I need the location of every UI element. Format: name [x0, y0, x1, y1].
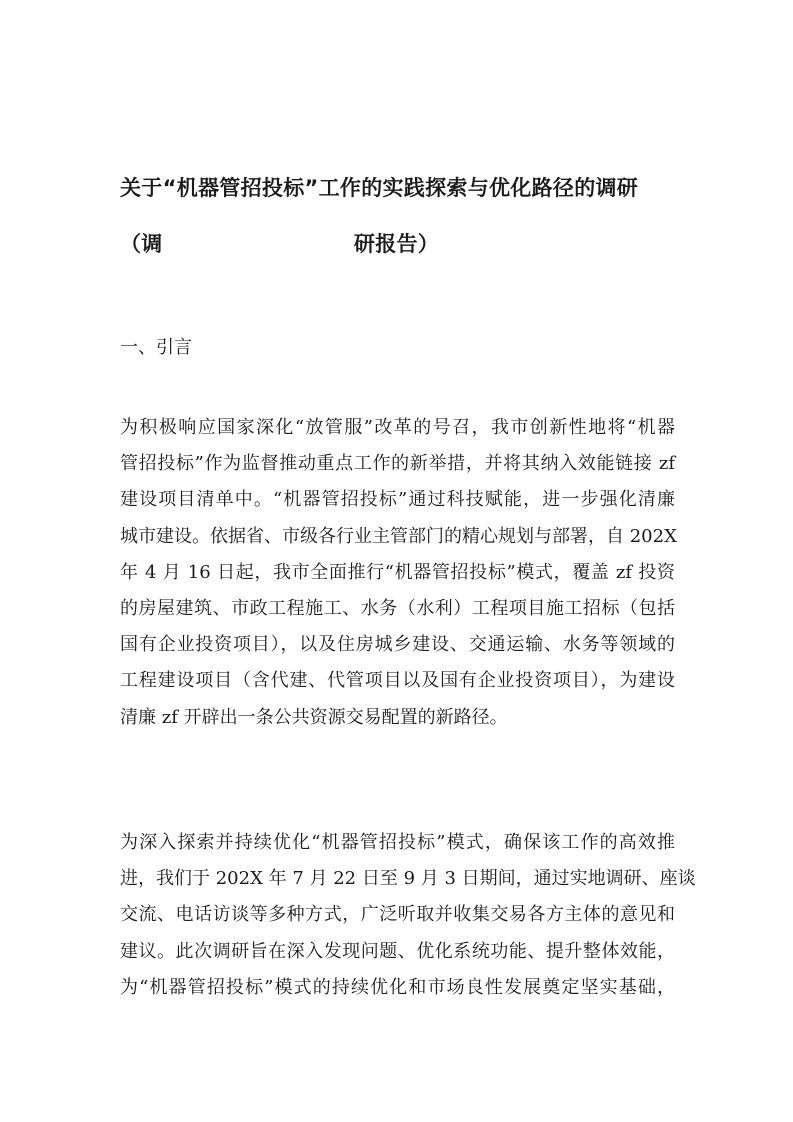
- paragraph-line: 建设项目清单中。“机器管招投标”通过科技赋能，进一步强化清廉: [120, 489, 675, 511]
- paragraph-line: 国有企业投资项目），以及住房城乡建设、交通运输、水务等领域的: [120, 634, 675, 656]
- document-title-line-1: 关于“机器管招投标”工作的实践探索与优化路径的调研（调: [120, 176, 639, 256]
- paragraph-line: 为深入探索并持续优化“机器管招投标”模式，确保该工作的高效推: [120, 832, 675, 853]
- paragraph-line: 进，我们于 202X 年 7 月 22 日至 9 月 3 日期间，通过实地调研、座谈: [120, 868, 696, 890]
- paragraph-line: 城市建设。依据省、市级各行业主管部门的精心规划与部署，自 202X: [120, 525, 677, 547]
- paragraph-line: 工程建设项目（含代建、代管项目以及国有企业投资项目），为建设: [120, 670, 675, 692]
- paragraph-line: 建议。此次调研旨在深入发现问题、优化系统功能、提升整体效能，: [120, 940, 675, 962]
- section-heading-introduction: 一、引言: [120, 337, 192, 358]
- paragraph-2: [120, 825, 696, 1006]
- paragraph-line: 交流、电话访谈等多种方式，广泛听取并收集交易各方主体的意见和: [120, 904, 675, 926]
- paragraph-line: 管招投标”作为监督推动重点工作的新举措，并将其纳入效能链接 zf: [120, 453, 675, 475]
- paragraph-line: 年 4 月 16 日起，我市全面推行“机器管招投标”模式，覆盖 zf 投资: [120, 561, 675, 583]
- document-title-line-2: 研报告）: [353, 232, 440, 256]
- paragraph-line: 为“机器管招投标”模式的持续优化和市场良性发展奠定坚实基础，: [120, 976, 675, 998]
- paragraph-1: [120, 410, 675, 736]
- paragraph-line: 为积极响应国家深化“放管服”改革的号召，我市创新性地将“机器: [120, 417, 675, 438]
- paragraph-line: 清廉 zf 开辟出一条公共资源交易配置的新路径。: [120, 706, 508, 728]
- paragraph-line: 的房屋建筑、市政工程施工、水务（水利）工程项目施工招标（包括: [120, 598, 675, 620]
